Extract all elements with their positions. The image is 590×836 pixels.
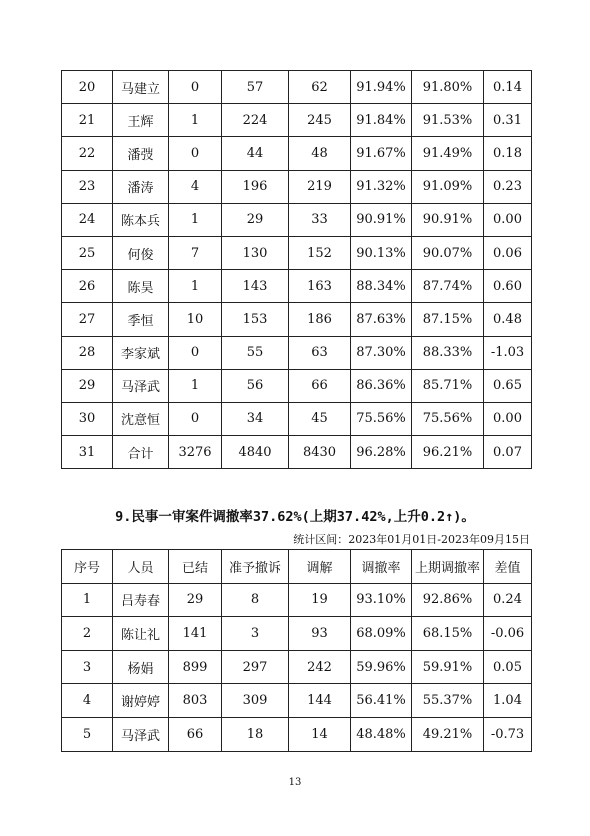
header-mediation-rate: 调撤率 — [351, 550, 412, 584]
table-cell: 96.21% — [412, 436, 484, 469]
table-cell: 1 — [169, 203, 222, 236]
table-cell: 59.96% — [351, 650, 412, 684]
table-cell: 56 — [222, 369, 289, 402]
table-cell: 219 — [289, 170, 351, 203]
table-cell: 152 — [289, 236, 351, 269]
table-cell: 25 — [62, 236, 113, 269]
header-withdrawal-granted: 准予撤诉 — [222, 550, 289, 584]
table-cell: 90.13% — [351, 236, 412, 269]
table-cell: 1 — [62, 583, 113, 617]
table-cell: 91.32% — [351, 170, 412, 203]
table-cell: 186 — [289, 303, 351, 336]
table-cell: 91.53% — [412, 104, 484, 137]
civil-table-body — [62, 583, 532, 751]
table-cell: 沈意恒 — [113, 402, 169, 435]
table-cell: 0.07 — [484, 436, 532, 469]
header-closed: 已结 — [169, 550, 222, 584]
table-cell: 93 — [289, 617, 351, 651]
table-cell: 899 — [169, 650, 222, 684]
table-cell: 75.56% — [351, 402, 412, 435]
table-cell: 91.94% — [351, 71, 412, 104]
table-row — [62, 402, 532, 435]
table-cell: 21 — [62, 104, 113, 137]
table-cell: 0.60 — [484, 270, 532, 303]
table-cell: 1.04 — [484, 684, 532, 718]
table-cell: 0.00 — [484, 203, 532, 236]
table-cell: 92.86% — [412, 583, 484, 617]
table-cell: 196 — [222, 170, 289, 203]
table-row — [62, 71, 532, 104]
ranking-table-continued — [61, 70, 532, 469]
table-cell: 87.63% — [351, 303, 412, 336]
table-cell: 吕寿春 — [113, 583, 169, 617]
table-cell: 19 — [289, 583, 351, 617]
table-cell: 87.30% — [351, 336, 412, 369]
page-number: 13 — [288, 777, 302, 788]
table-cell: 96.28% — [351, 436, 412, 469]
table-row — [62, 203, 532, 236]
table-cell: -0.06 — [484, 617, 532, 651]
table-cell: 陈让礼 — [113, 617, 169, 651]
table-cell: 30 — [62, 402, 113, 435]
table-cell: 86.36% — [351, 369, 412, 402]
table-cell: 33 — [289, 203, 351, 236]
statistics-range: 统计区间：2023年01月01日-2023年09月15日 — [293, 533, 530, 546]
table-cell: 224 — [222, 104, 289, 137]
table-cell: 马泽武 — [113, 717, 169, 751]
table-cell: 75.56% — [412, 402, 484, 435]
table-cell: 7 — [169, 236, 222, 269]
table-cell: 0.65 — [484, 369, 532, 402]
table-cell: 3276 — [169, 436, 222, 469]
table-cell: 91.49% — [412, 137, 484, 170]
ranking-table-body — [62, 71, 532, 469]
table-row — [62, 236, 532, 269]
table-cell: 90.91% — [351, 203, 412, 236]
table-cell: 144 — [289, 684, 351, 718]
table-cell: 3 — [62, 650, 113, 684]
table-row — [62, 270, 532, 303]
table-cell: 0 — [169, 71, 222, 104]
table-cell: 26 — [62, 270, 113, 303]
table-cell: 合计 — [113, 436, 169, 469]
table-cell: 陈昊 — [113, 270, 169, 303]
table-cell: 803 — [169, 684, 222, 718]
table-cell: 0 — [169, 402, 222, 435]
table-cell: 潘弢 — [113, 137, 169, 170]
table-cell: 0.24 — [484, 583, 532, 617]
table-cell: 马建立 — [113, 71, 169, 104]
table-cell: 87.74% — [412, 270, 484, 303]
header-mediation: 调解 — [289, 550, 351, 584]
table-cell: 杨娟 — [113, 650, 169, 684]
table-cell: 14 — [289, 717, 351, 751]
table-cell: 88.33% — [412, 336, 484, 369]
table-row — [62, 583, 532, 617]
table-cell: 1 — [169, 104, 222, 137]
section-heading: 9.民事一审案件调撤率37.62%(上期37.42%,上升0.2↑)。 — [115, 509, 475, 525]
table-cell: 4840 — [222, 436, 289, 469]
table-cell: 49.21% — [412, 717, 484, 751]
table-cell: -0.73 — [484, 717, 532, 751]
table-cell: 潘涛 — [113, 170, 169, 203]
table-cell: 56.41% — [351, 684, 412, 718]
table-cell: 34 — [222, 402, 289, 435]
table-cell: 2 — [62, 617, 113, 651]
table-row — [62, 170, 532, 203]
table-cell: 66 — [169, 717, 222, 751]
table-row — [62, 137, 532, 170]
header-index: 序号 — [62, 550, 113, 584]
table-cell: 王辉 — [113, 104, 169, 137]
table-cell: 28 — [62, 336, 113, 369]
table-cell: 245 — [289, 104, 351, 137]
table-cell: 8430 — [289, 436, 351, 469]
table-cell: 59.91% — [412, 650, 484, 684]
table-cell: 23 — [62, 170, 113, 203]
table-cell: 66 — [289, 369, 351, 402]
table-cell: 0 — [169, 336, 222, 369]
table-cell: 87.15% — [412, 303, 484, 336]
table-cell: 0.00 — [484, 402, 532, 435]
table-cell: 153 — [222, 303, 289, 336]
table-cell: 李家斌 — [113, 336, 169, 369]
table-cell: 91.84% — [351, 104, 412, 137]
table-cell: 季恒 — [113, 303, 169, 336]
table-cell: 85.71% — [412, 369, 484, 402]
header-previous-rate: 上期调撤率 — [412, 550, 484, 584]
table-cell: 1 — [169, 369, 222, 402]
table-cell: 0.23 — [484, 170, 532, 203]
table-cell: 22 — [62, 137, 113, 170]
table-cell: 0.06 — [484, 236, 532, 269]
table-cell: 1 — [169, 270, 222, 303]
table-row — [62, 336, 532, 369]
table-row — [62, 717, 532, 751]
table-cell: 309 — [222, 684, 289, 718]
table-cell: 297 — [222, 650, 289, 684]
table-cell: 48 — [289, 137, 351, 170]
table-cell: 44 — [222, 137, 289, 170]
table-cell: 31 — [62, 436, 113, 469]
table-cell: 0.14 — [484, 71, 532, 104]
table-row — [62, 303, 532, 336]
table-cell: 63 — [289, 336, 351, 369]
table-header-row — [62, 550, 532, 584]
table-cell: 91.67% — [351, 137, 412, 170]
table-cell: 谢婷婷 — [113, 684, 169, 718]
table-cell: 0.18 — [484, 137, 532, 170]
table-cell: 48.48% — [351, 717, 412, 751]
table-row — [62, 617, 532, 651]
table-cell: 93.10% — [351, 583, 412, 617]
table-cell: 何俊 — [113, 236, 169, 269]
table-cell: 18 — [222, 717, 289, 751]
table-cell: 68.09% — [351, 617, 412, 651]
table-cell: 143 — [222, 270, 289, 303]
table-cell: 55 — [222, 336, 289, 369]
table-cell: 62 — [289, 71, 351, 104]
civil-first-instance-table — [61, 549, 532, 752]
table-cell: 90.91% — [412, 203, 484, 236]
table-row — [62, 650, 532, 684]
table-cell: 8 — [222, 583, 289, 617]
table-cell: 10 — [169, 303, 222, 336]
table-cell: 29 — [169, 583, 222, 617]
table-row — [62, 104, 532, 137]
table-cell: 0 — [169, 137, 222, 170]
table-cell: 88.34% — [351, 270, 412, 303]
table-cell: 0.48 — [484, 303, 532, 336]
table-cell: -1.03 — [484, 336, 532, 369]
table-cell: 29 — [62, 369, 113, 402]
table-cell: 242 — [289, 650, 351, 684]
table-cell: 91.09% — [412, 170, 484, 203]
table-cell: 5 — [62, 717, 113, 751]
table-cell: 55.37% — [412, 684, 484, 718]
table-cell: 68.15% — [412, 617, 484, 651]
table-cell: 4 — [169, 170, 222, 203]
table-cell: 163 — [289, 270, 351, 303]
table-cell: 20 — [62, 71, 113, 104]
table-cell: 29 — [222, 203, 289, 236]
table-cell: 90.07% — [412, 236, 484, 269]
table-cell: 马泽武 — [113, 369, 169, 402]
table-row — [62, 684, 532, 718]
header-difference: 差值 — [484, 550, 532, 584]
header-person: 人员 — [113, 550, 169, 584]
table-cell: 0.31 — [484, 104, 532, 137]
table-cell: 141 — [169, 617, 222, 651]
table-cell: 57 — [222, 71, 289, 104]
table-row — [62, 369, 532, 402]
table-cell: 0.05 — [484, 650, 532, 684]
table-cell: 45 — [289, 402, 351, 435]
table-cell: 130 — [222, 236, 289, 269]
table-cell: 3 — [222, 617, 289, 651]
table-cell: 27 — [62, 303, 113, 336]
table-cell: 陈本兵 — [113, 203, 169, 236]
table-cell: 24 — [62, 203, 113, 236]
table-row — [62, 436, 532, 469]
table-cell: 4 — [62, 684, 113, 718]
table-cell: 91.80% — [412, 71, 484, 104]
